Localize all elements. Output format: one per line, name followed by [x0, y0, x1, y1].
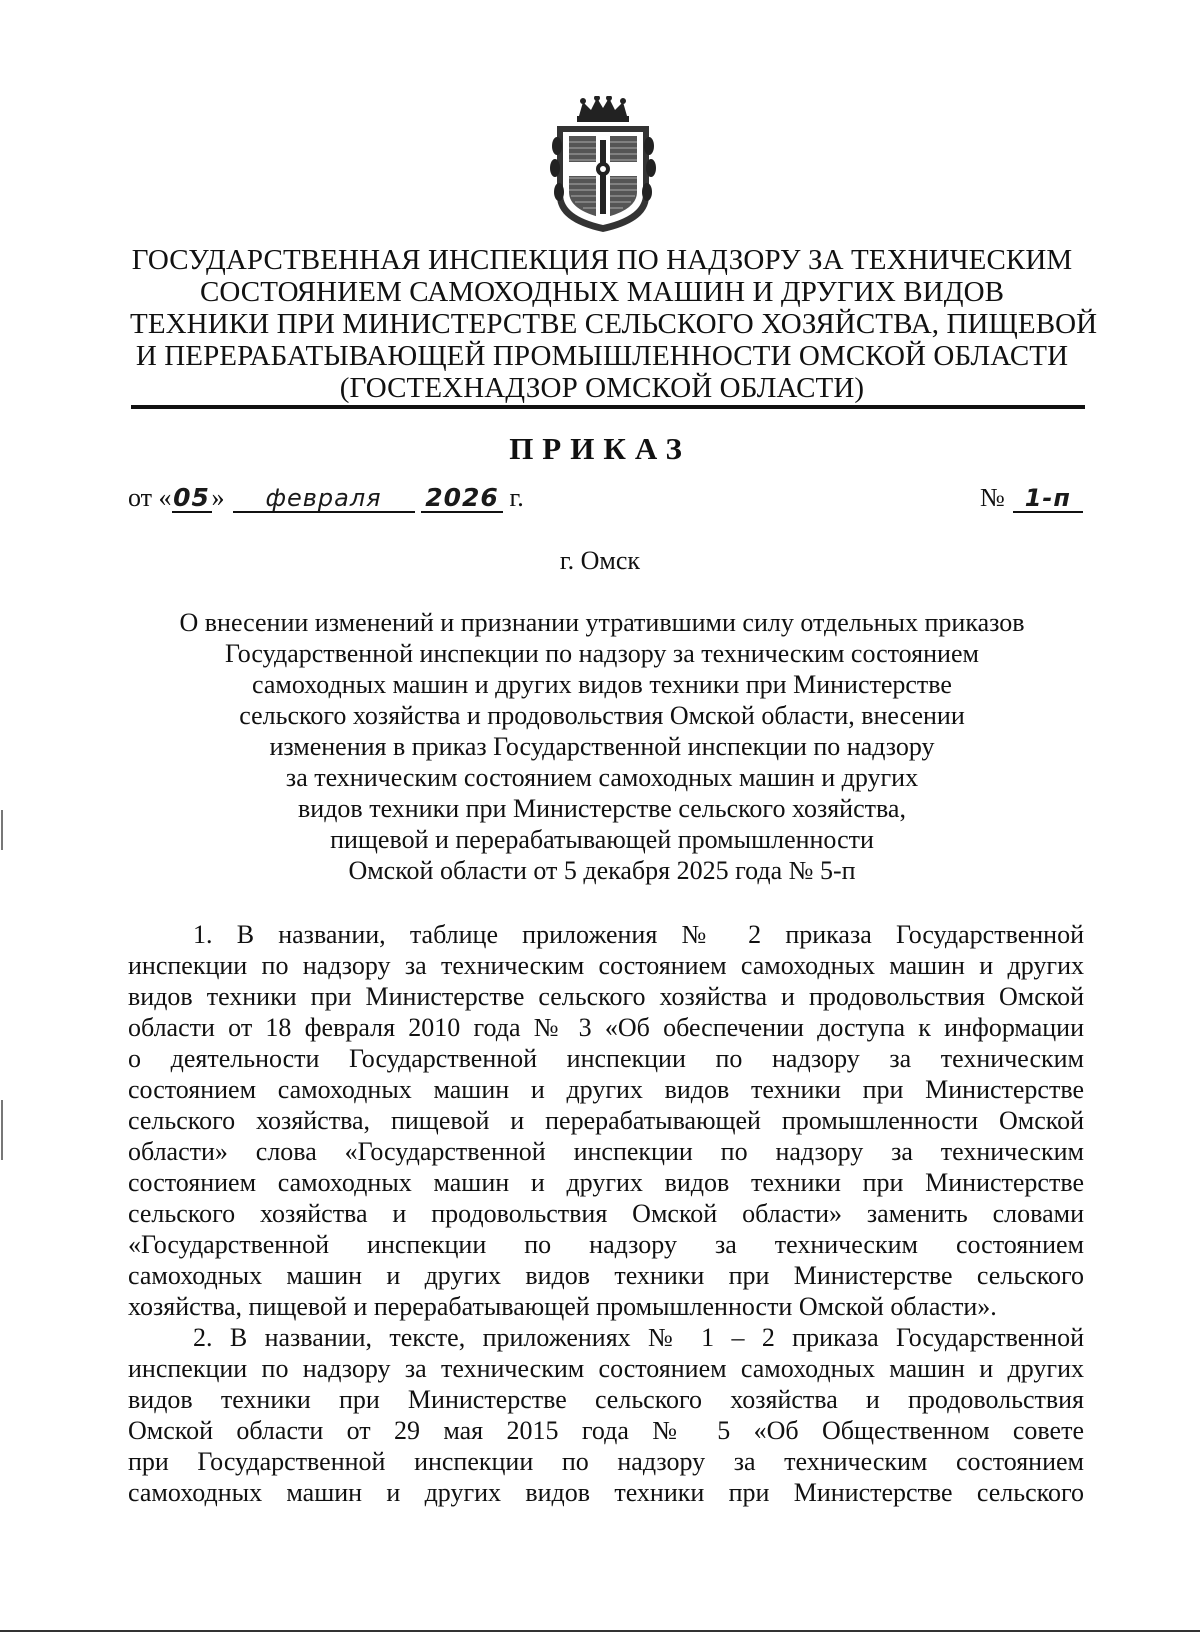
order-subject: [130, 607, 1074, 886]
header-divider: [131, 405, 1085, 409]
body-line: инспекции по надзору за техническим состоянием самоходных машин и других: [128, 951, 1084, 980]
subject-line: Омской области от 5 декабря 2025 года № 5-п: [348, 856, 856, 885]
org-line: ТЕХНИКИ ПРИ МИНИСТЕРСТВЕ СЕЛЬСКОГО ХОЗЯЙСТВА, ПИЩЕВОЙ: [130, 308, 1098, 340]
scan-edge-mark: [1, 810, 3, 850]
body-line: инспекции по надзору за техническим состоянием самоходных машин и других: [128, 1354, 1084, 1383]
date-month-handwritten: февраля: [233, 485, 415, 513]
body-line: состоянием самоходных машин и других видов техники при Министерстве: [128, 1168, 1084, 1197]
subject-line: сельского хозяйства и продовольствия Омской области, внесении: [239, 701, 965, 730]
org-line: СОСТОЯНИЕМ САМОХОДНЫХ МАШИН И ДРУГИХ ВИДОВ: [199, 276, 1005, 308]
subject-line: за техническим состоянием самоходных машин и других: [285, 763, 919, 792]
org-line: (ГОСТЕХНАДЗОР ОМСКОЙ ОБЛАСТИ): [339, 372, 865, 404]
organization-header: [130, 244, 1098, 404]
subject-line: изменения в приказ Государственной инспекции по надзору: [269, 732, 935, 761]
body-line: 1. В названии, таблице приложения № 2 приказа Государственной: [193, 920, 1084, 949]
body-line: сельского хозяйства, пищевой и перерабатывающей промышленности Омской: [128, 1106, 1084, 1135]
order-date: [128, 483, 524, 513]
number-value-handwritten: 1-п: [1013, 485, 1083, 513]
paragraph-2: [128, 1322, 1084, 1508]
scan-edge-mark: [1, 1100, 3, 1160]
body-line: хозяйства, пищевой и перерабатывающей промышленности Омской области».: [128, 1292, 997, 1321]
date-suffix: г.: [509, 483, 524, 512]
body-line: самоходных машин и других видов техники при Министерстве сельского: [128, 1478, 1084, 1507]
body-line: о деятельности Государственной инспекции по надзору за техническим: [128, 1044, 1084, 1073]
omsk-coat-of-arms-icon: [549, 96, 657, 234]
body-line: Омской области от 29 мая 2015 года № 5 «Об Общественном совете: [128, 1416, 1084, 1445]
body-line: сельского хозяйства и продовольствия Омской области» заменить словами: [128, 1199, 1084, 1228]
scan-bottom-edge: [0, 1630, 1200, 1632]
body-line: «Государственной инспекции по надзору за техническим состоянием: [128, 1230, 1084, 1259]
body-line: при Государственной инспекции по надзору за техническим состоянием: [128, 1447, 1084, 1476]
number-label: №: [980, 483, 1005, 512]
subject-line: О внесении изменений и признании утратившими силу отдельных приказов: [179, 608, 1025, 637]
date-year-handwritten: 2026: [425, 483, 499, 512]
body-line: видов техники при Министерстве сельского хозяйства и продовольствия Омской: [128, 982, 1084, 1011]
subject-line: видов техники при Министерстве сельского хозяйства,: [298, 794, 906, 823]
subject-line: самоходных машин и других видов техники при Министерстве: [252, 670, 952, 699]
order-body: [128, 919, 1084, 1508]
date-year-field: [421, 485, 503, 513]
body-line: области от 18 февраля 2010 года № 3 «Об обеспечении доступа к информации: [128, 1013, 1084, 1042]
body-line: самоходных машин и других видов техники при Министерстве сельского: [128, 1261, 1084, 1290]
date-day-handwritten: 05: [173, 483, 210, 512]
paragraph-1: [128, 919, 1084, 1322]
body-line: состоянием самоходных машин и других видов техники при Министерстве: [128, 1075, 1084, 1104]
city: г. Омск: [559, 546, 641, 575]
body-line: видов техники при Министерстве сельского хозяйства и продовольствия: [128, 1385, 1084, 1414]
org-line: И ПЕРЕРАБАТЫВАЮЩЕЙ ПРОМЫШЛЕННОСТИ ОМСКОЙ ОБЛАСТИ: [135, 340, 1069, 372]
body-line: 2. В названии, тексте, приложениях № 1 – 2 приказа Государственной: [193, 1323, 1084, 1352]
date-quote-close: »: [211, 483, 225, 512]
org-line: ГОСУДАРСТВЕННАЯ ИНСПЕКЦИЯ ПО НАДЗОРУ ЗА ТЕХНИЧЕСКИМ: [131, 244, 1073, 276]
body-line: области» слова «Государственной инспекции по надзору за техническим: [128, 1137, 1084, 1166]
subject-line: пищевой и перерабатывающей промышленности: [330, 825, 874, 854]
date-prefix: от «: [128, 483, 172, 512]
subject-line: Государственной инспекции по надзору за техническим состоянием: [225, 639, 979, 668]
document-type-title: ПРИКАЗ: [509, 431, 691, 466]
order-number: [980, 483, 1083, 513]
